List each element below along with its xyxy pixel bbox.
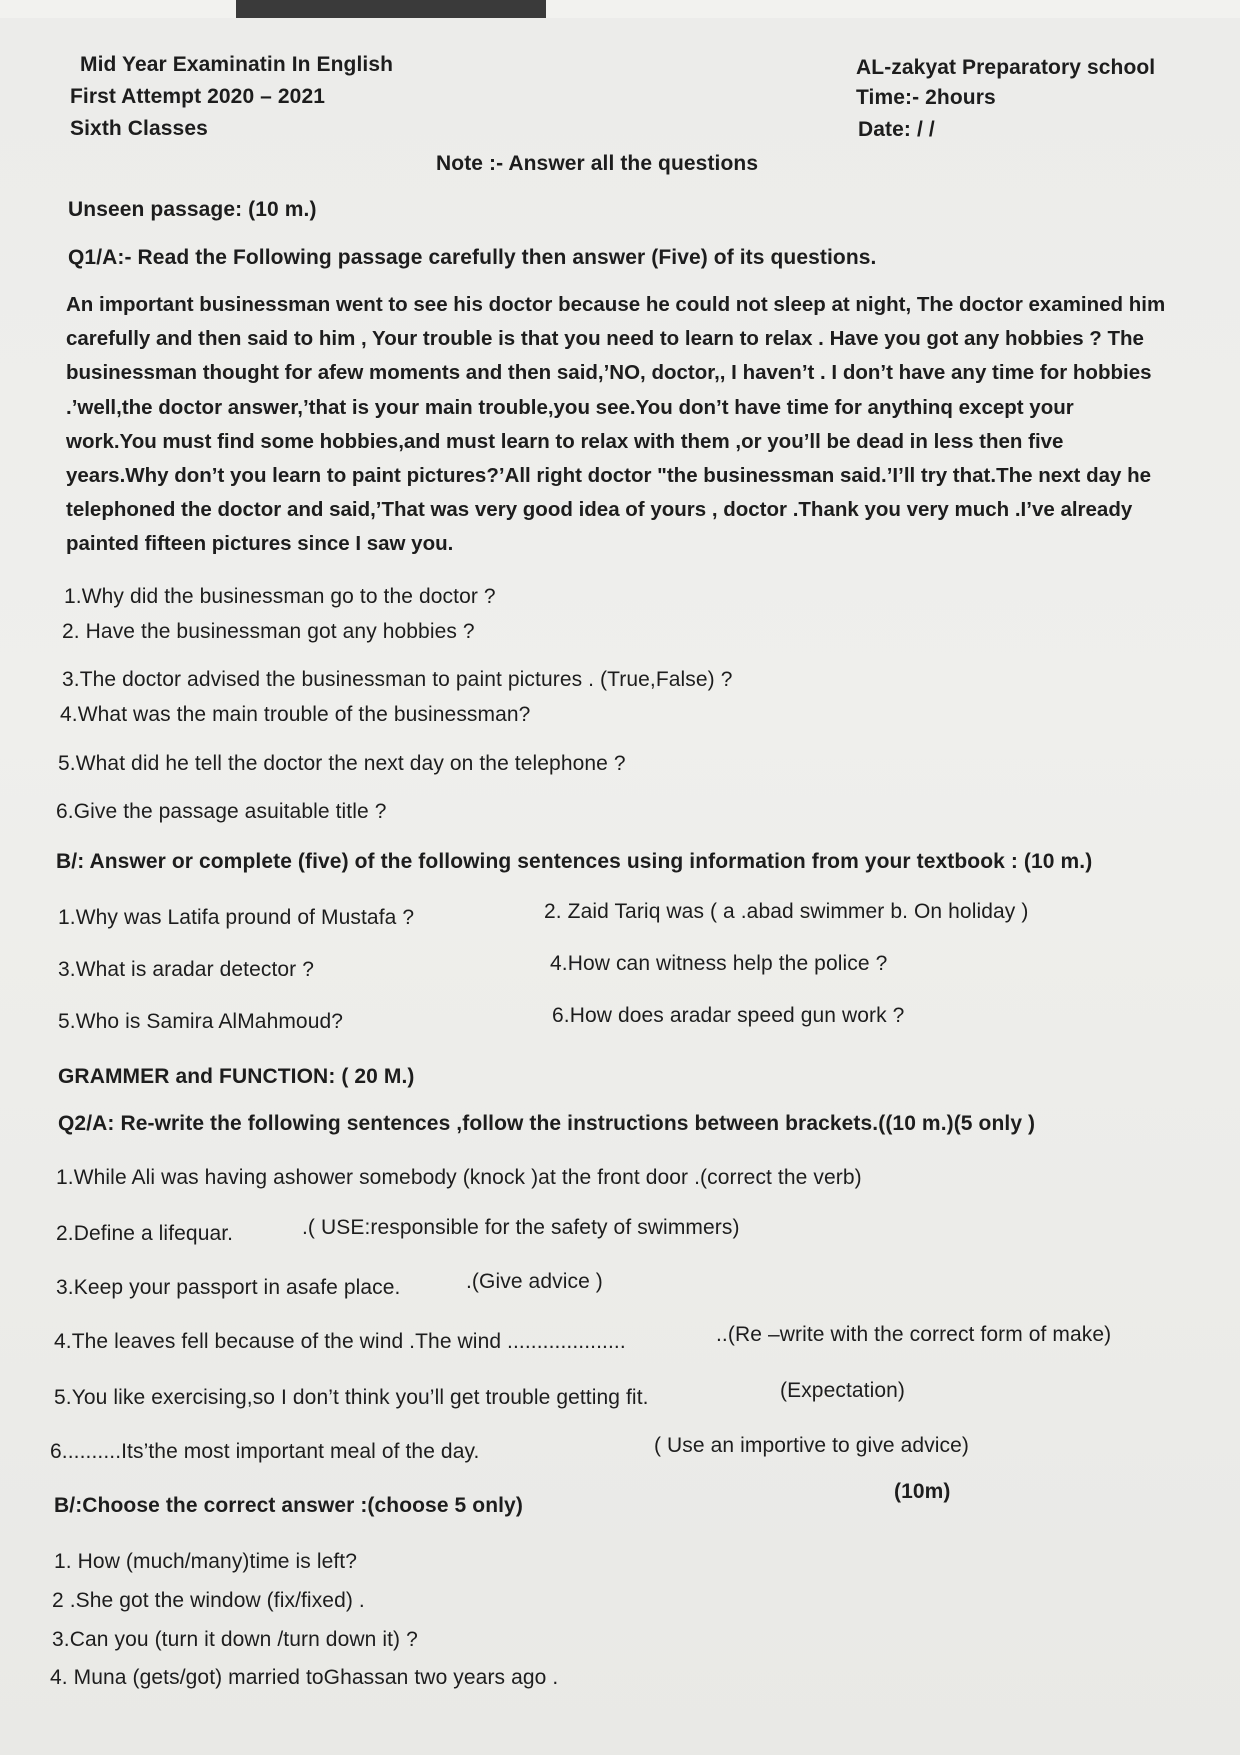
q2a-instruction: Q2/A: Re-write the following sentences ,follow the instructions between brackets.((10 m.)(5 only ) [58,1112,1036,1135]
grammar-item: 6..........Its’the most important meal of the day. [50,1440,480,1463]
section-b-item: 6.How does aradar speed gun work ? [552,1004,905,1027]
grammar-item: 4.The leaves fell because of the wind .The wind .................... [54,1330,626,1353]
reading-passage [66,288,1236,562]
passage-line: telephoned the doctor and said,’That was very good idea of yours , doctor .Thank you very much .I’ve already [66,498,1133,522]
attempt-label: First Attempt 2020 – 2021 [70,85,326,108]
grammar-item: 5.You like exercising,so I don’t think you’ll get trouble getting fit. [54,1386,649,1409]
grammar-item-note: ..(Re –write with the correct form of make) [716,1323,1112,1346]
grammar-item: 1.While Ali was having ashower somebody (knock )at the front door .(correct the verb) [56,1166,862,1189]
question-item: 4.What was the main trouble of the businessman? [60,703,531,726]
section-b-item: 2. Zaid Tariq was ( a .abad swimmer b. On holiday ) [544,900,1029,923]
grammar-item: 3.Keep your passport in asafe place. [56,1276,401,1299]
passage-line: businessman thought for afew moments and then said,’NO, doctor,, I haven’t . I don’t have any time for hobbies [66,361,1152,385]
grammar-item-note: (Expectation) [780,1379,906,1402]
choice-item: 3.Can you (turn it down /turn down it) ? [52,1628,418,1651]
classes-label: Sixth Classes [70,117,208,140]
grammar-item-note: .(Give advice ) [466,1270,603,1293]
passage-line: .’well,the doctor answer,’that is your main trouble,you see.You don’t have time for anythinq except your [66,395,1074,419]
q2b-marks: (10m) [894,1480,951,1503]
question-item: 3.The doctor advised the businessman to paint pictures . (True,False) ? [62,668,733,691]
q1a-instruction: Q1/A:- Read the Following passage carefully then answer (Five) of its questions. [68,246,877,269]
section-b-item: 4.How can witness help the police ? [550,952,888,975]
grammar-item-note: .( USE:responsible for the safety of swimmers) [302,1216,740,1239]
paper-top-edge [236,0,546,18]
exam-title: Mid Year Examinatin In English [80,53,394,76]
unseen-heading: Unseen passage: (10 m.) [68,198,317,221]
question-item: 6.Give the passage asuitable title ? [56,800,387,823]
grammar-heading: GRAMMER and FUNCTION: ( 20 M.) [58,1065,415,1088]
time-label: Time:- 2hours [856,86,996,109]
q2b-instruction: B/:Choose the correct answer :(choose 5 only) [54,1494,523,1517]
passage-line: work.You must find some hobbies,and must learn to relax with them ,or you’ll be dead in less then five [66,429,1064,453]
school-name: AL-zakyat Preparatory school [856,56,1156,79]
question-item: 1.Why did the businessman go to the doctor ? [64,585,496,608]
passage-line: An important businessman went to see his doctor because he could not sleep at night, The doctor examined him [66,293,1166,316]
passage-line: carefully and then said to him , Your trouble is that you need to learn to relax . Have you got any hobbies ? The [66,327,1144,351]
passage-line: painted fifteen pictures since I saw you. [66,532,454,556]
passage-line: years.Why don’t you learn to paint pictures?’All right doctor "the businessman said.’I’ll try that.The next day he [66,464,1152,488]
date-label: Date: / / [858,118,935,141]
grammar-item: 2.Define a lifequar. [56,1222,234,1245]
choice-item: 4. Muna (gets/got) married toGhassan two years ago . [50,1666,559,1689]
grammar-item-note: ( Use an importive to give advice) [654,1434,970,1457]
section-b-item: 1.Why was Latifa pround of Mustafa ? [58,906,415,929]
note-line: Note :- Answer all the questions [436,152,759,175]
section-b-item: 5.Who is Samira AlMahmoud? [58,1010,344,1033]
question-item: 5.What did he tell the doctor the next day on the telephone ? [58,752,626,775]
choice-item: 1. How (much/many)time is left? [54,1550,358,1573]
section-b-heading: B/: Answer or complete (five) of the following sentences using information from your textbook : (10 m.) [56,850,1093,873]
question-item: 2. Have the businessman got any hobbies ? [62,620,475,643]
section-b-item: 3.What is aradar detector ? [58,958,314,981]
choice-item: 2 .She got the window (fix/fixed) . [52,1589,365,1612]
